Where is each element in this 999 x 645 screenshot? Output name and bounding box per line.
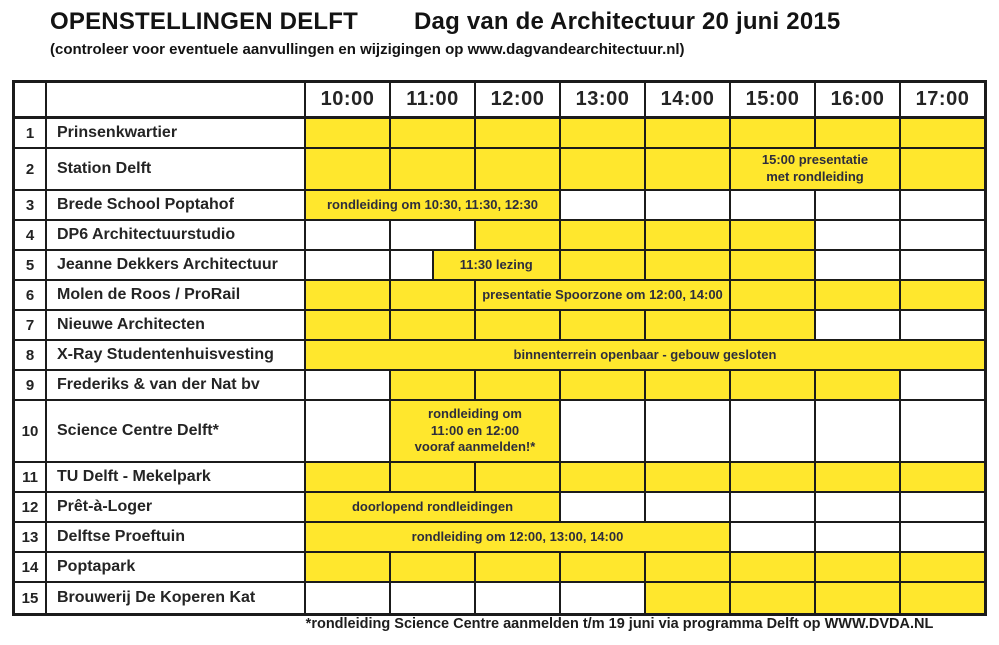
- open-slot: [474, 281, 729, 309]
- open-slot: [729, 371, 814, 399]
- footer-note: [12, 616, 987, 632]
- slot-note-line: 15:00 presentatie: [761, 152, 869, 168]
- open-slot: [644, 463, 729, 491]
- time-column-header: 10:00: [304, 83, 389, 116]
- open-slot: [389, 371, 474, 399]
- table-row: [15, 371, 984, 401]
- open-slot: [559, 251, 644, 279]
- closed-slot: [559, 583, 644, 613]
- row-number: 7: [25, 316, 35, 334]
- closed-slot: [814, 191, 899, 219]
- time-column-header: 14:00: [644, 83, 729, 116]
- open-slot: [559, 119, 644, 147]
- closed-slot: [644, 401, 729, 461]
- time-column-header: 12:00: [474, 83, 559, 116]
- page-subtitle: (controleer voor eventuele aanvullingen en wijzigingen op www.dagvandearchitectuur.nl): [50, 41, 685, 58]
- open-slot: [644, 553, 729, 581]
- open-slot: [389, 119, 474, 147]
- open-slot: [729, 281, 814, 309]
- closed-slot: [899, 251, 984, 279]
- open-slot: [729, 463, 814, 491]
- closed-slot: [899, 523, 984, 551]
- open-slot: [304, 149, 389, 189]
- venue-name: Jeanne Dekkers Architectuur: [45, 251, 304, 279]
- table-row: [15, 493, 984, 523]
- open-slot: [899, 281, 984, 309]
- open-slot: [304, 341, 984, 369]
- open-slot: [644, 149, 729, 189]
- open-slot: [729, 251, 814, 279]
- closed-slot: [559, 401, 644, 461]
- footer-note-url: WWW.DVDA.NL: [824, 616, 934, 632]
- venue-name: Nieuwe Architecten: [45, 311, 304, 339]
- row-number: 9: [25, 376, 35, 394]
- closed-slot: [814, 401, 899, 461]
- open-slot: [389, 463, 474, 491]
- closed-slot: [729, 493, 814, 521]
- slot-note: presentatie Spoorzone om 12:00, 14:00: [482, 286, 723, 302]
- time-column-header: 13:00: [559, 83, 644, 116]
- closed-slot: [814, 311, 899, 339]
- open-slot: [814, 119, 899, 147]
- open-slot: [559, 221, 644, 249]
- row-number: 6: [25, 286, 35, 304]
- open-slot: [474, 119, 559, 147]
- open-slot: [899, 553, 984, 581]
- closed-slot: [389, 221, 474, 249]
- closed-slot: [899, 191, 984, 219]
- closed-slot: [899, 493, 984, 521]
- slot-note: [762, 152, 868, 186]
- row-number: 13: [21, 528, 39, 546]
- corner-name-cell: [45, 83, 304, 116]
- open-slot: [899, 149, 984, 189]
- schedule-table: [12, 80, 987, 616]
- open-slot: [814, 463, 899, 491]
- closed-slot: [304, 583, 389, 613]
- open-slot: [644, 221, 729, 249]
- open-slot: [729, 149, 899, 189]
- open-slot: [899, 119, 984, 147]
- slot-note-line: vooraf aanmelden!*: [414, 439, 536, 455]
- open-slot: [559, 149, 644, 189]
- table-row: [15, 311, 984, 341]
- table-row: [15, 523, 984, 553]
- venue-name: Science Centre Delft*: [45, 401, 304, 461]
- closed-slot: [899, 401, 984, 461]
- venue-name: Frederiks & van der Nat bv: [45, 371, 304, 399]
- open-slot: [644, 251, 729, 279]
- closed-slot: [814, 493, 899, 521]
- row-number: 12: [21, 498, 39, 516]
- row-number: 10: [21, 422, 39, 440]
- slot-note-line: met rondleiding: [766, 169, 864, 184]
- open-slot: [304, 463, 389, 491]
- open-slot: [559, 463, 644, 491]
- closed-slot: [814, 221, 899, 249]
- open-slot: [559, 311, 644, 339]
- open-slot: [474, 371, 559, 399]
- open-slot: [814, 553, 899, 581]
- row-number: 5: [25, 256, 35, 274]
- table-row: [15, 251, 984, 281]
- closed-slot: [304, 251, 389, 279]
- slot-note: 11:30 lezing: [459, 256, 533, 272]
- open-slot: [304, 119, 389, 147]
- slot-note: rondleiding om 10:30, 11:30, 12:30: [327, 196, 538, 212]
- open-slot: [304, 553, 389, 581]
- open-slot: [814, 371, 899, 399]
- open-slot: [474, 553, 559, 581]
- table-row: [15, 149, 984, 191]
- closed-slot: [304, 221, 389, 249]
- venue-name: Brede School Poptahof: [45, 191, 304, 219]
- time-column-header: 16:00: [814, 83, 899, 116]
- table-row: [15, 341, 984, 371]
- slot-note: doorlopend rondleidingen: [351, 498, 514, 514]
- slot-note: rondleiding om 12:00, 13:00, 14:00: [411, 528, 624, 544]
- closed-slot: [899, 221, 984, 249]
- closed-slot: [304, 401, 389, 461]
- venue-name: DP6 Architectuurstudio: [45, 221, 304, 249]
- slot-note: [415, 406, 536, 457]
- open-slot: [304, 493, 559, 521]
- open-slot: [729, 119, 814, 147]
- table-row: [15, 281, 984, 311]
- closed-slot: [729, 523, 814, 551]
- venue-name: X-Ray Studentenhuisvesting: [45, 341, 304, 369]
- row-number: 15: [21, 589, 39, 607]
- footer-note-text: *rondleiding Science Centre aanmelden t/m 19 juni via programma Delft op: [305, 616, 825, 632]
- open-slot: [644, 311, 729, 339]
- open-slot: [389, 149, 474, 189]
- closed-slot: [644, 191, 729, 219]
- open-slot: [644, 583, 729, 613]
- venue-name: Brouwerij De Koperen Kat: [45, 583, 304, 613]
- table-row: [15, 221, 984, 251]
- slot-note-line: rondleiding om: [428, 405, 522, 421]
- page: [0, 8, 999, 645]
- venue-name: Prêt-à-Loger: [45, 493, 304, 521]
- time-column-header: 11:00: [389, 83, 474, 116]
- open-slot: [304, 523, 729, 551]
- open-slot: [644, 371, 729, 399]
- open-slot: [389, 311, 474, 339]
- closed-slot: [559, 191, 644, 219]
- title-right: Dag van de Architectuur 20 juni 2015: [414, 8, 841, 35]
- venue-name: Prinsenkwartier: [45, 119, 304, 147]
- open-slot: [729, 553, 814, 581]
- open-slot: [304, 281, 389, 309]
- table-row: [15, 463, 984, 493]
- title-left: OPENSTELLINGEN DELFT: [50, 8, 359, 35]
- row-number: 8: [25, 346, 35, 364]
- open-slot: [729, 311, 814, 339]
- closed-slot: [729, 191, 814, 219]
- row-number: 3: [25, 196, 35, 214]
- closed-slot: [814, 251, 899, 279]
- open-slot: [559, 553, 644, 581]
- open-slot: [559, 371, 644, 399]
- row-number: 1: [25, 124, 35, 142]
- row-number: 4: [25, 226, 35, 244]
- closed-slot: [644, 493, 729, 521]
- closed-slot: [559, 493, 644, 521]
- slot-note: binnenterrein openbaar - gebouw gesloten: [513, 346, 777, 362]
- open-slot: [389, 401, 559, 461]
- table-header-row: [15, 83, 984, 119]
- venue-name: Poptapark: [45, 553, 304, 581]
- open-slot: [389, 281, 474, 309]
- table-row: [15, 191, 984, 221]
- page-title: [50, 8, 999, 36]
- corner-number-cell: [15, 83, 45, 116]
- open-slot: [432, 251, 560, 279]
- row-number: 11: [22, 468, 38, 486]
- closed-slot: [899, 371, 984, 399]
- row-number: 2: [25, 160, 35, 178]
- table-row: [15, 553, 984, 583]
- closed-slot: [389, 251, 432, 279]
- open-slot: [814, 281, 899, 309]
- open-slot: [899, 463, 984, 491]
- table-row: [15, 583, 984, 613]
- open-slot: [729, 221, 814, 249]
- slot-note-line: 11:00 en 12:00: [430, 422, 520, 438]
- closed-slot: [389, 583, 474, 613]
- time-column-header: 17:00: [899, 83, 984, 116]
- table-row: [15, 119, 984, 149]
- closed-slot: [729, 401, 814, 461]
- open-slot: [729, 583, 814, 613]
- open-slot: [899, 583, 984, 613]
- open-slot: [474, 221, 559, 249]
- open-slot: [474, 463, 559, 491]
- time-column-header: 15:00: [729, 83, 814, 116]
- closed-slot: [814, 523, 899, 551]
- venue-name: Station Delft: [45, 149, 304, 189]
- venue-name: Molen de Roos / ProRail: [45, 281, 304, 309]
- table-row: [15, 401, 984, 463]
- open-slot: [474, 149, 559, 189]
- venue-name: TU Delft - Mekelpark: [45, 463, 304, 491]
- open-slot: [644, 119, 729, 147]
- open-slot: [304, 191, 559, 219]
- closed-slot: [899, 311, 984, 339]
- closed-slot: [474, 583, 559, 613]
- open-slot: [304, 311, 389, 339]
- open-slot: [474, 311, 559, 339]
- open-slot: [389, 553, 474, 581]
- closed-slot: [304, 371, 389, 399]
- venue-name: Delftse Proeftuin: [45, 523, 304, 551]
- row-number: 14: [21, 558, 39, 576]
- open-slot: [814, 583, 899, 613]
